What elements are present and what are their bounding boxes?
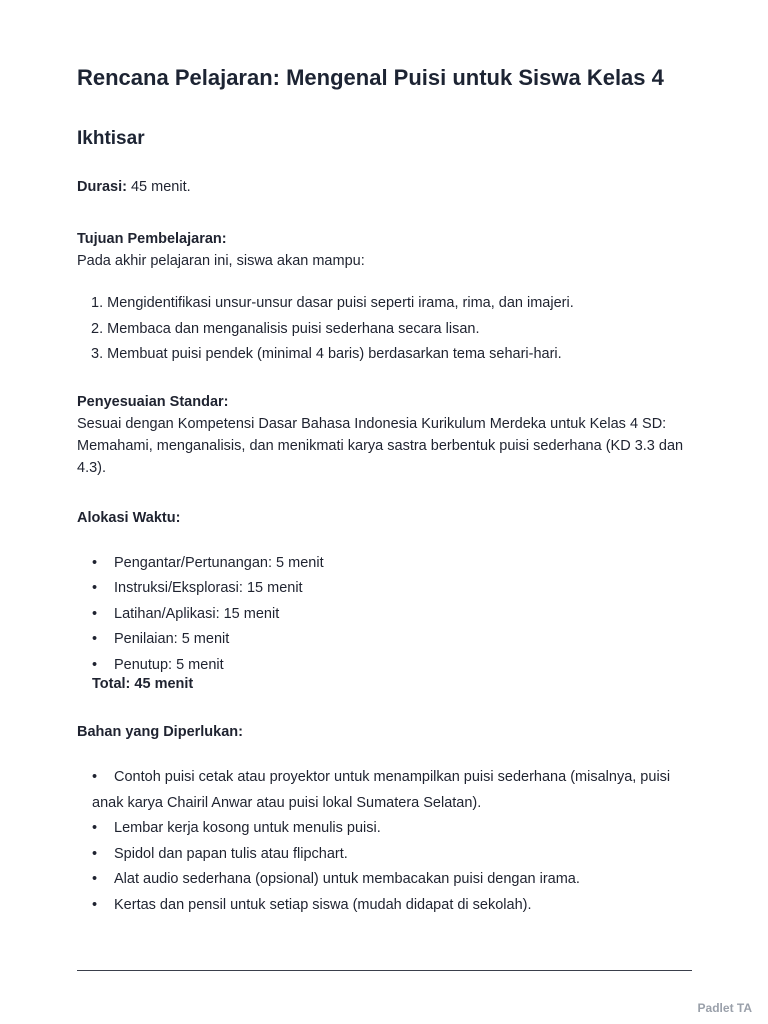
list-item: • Contoh puisi cetak atau proyektor untuk menampilkan puisi sederhana (misalnya, puisi anak karya Chairil Anwar atau puisi lokal Sumatera Selatan). [77, 765, 692, 816]
page-title: Rencana Pelajaran: Mengenal Puisi untuk Siswa Kelas 4 [77, 65, 664, 90]
objectives-section [77, 228, 692, 368]
bullet-icon: • [92, 580, 98, 596]
list-item: • Pengantar/Pertunangan: 5 menit [77, 551, 692, 577]
bullet-icon: • [92, 605, 98, 622]
bullet-icon: • [92, 845, 98, 862]
list-item: • Kertas dan pensil untuk setiap siswa (mudah didapat di sekolah). [77, 893, 692, 919]
list-item: 3. Membuat puisi pendek (minimal 4 baris) berdasarkan tema sehari-hari. [91, 346, 562, 362]
standards-text: Sesuai dengan Kompetensi Dasar Bahasa Indonesia Kurikulum Merdeka untuk Kelas 4 SD: Memahami, menganalisis, dan menikmati karya sastra berbentuk puisi sederhana (KD 3.3 dan 4.3). [77, 415, 684, 476]
list-item: • Lembar kerja kosong untuk menulis puisi. [77, 816, 692, 842]
document-page [77, 62, 692, 918]
materials-list [77, 765, 692, 918]
bullet-icon: • [92, 896, 98, 913]
page-divider [77, 970, 692, 971]
time-total: Total: 45 menit [92, 676, 194, 692]
list-item: • Spidol dan papan tulis atau flipchart. [77, 842, 692, 868]
list-item: • Alat audio sederhana (opsional) untuk membacakan puisi dengan irama. [77, 867, 692, 893]
objectives-list [77, 291, 692, 368]
objectives-label: Tujuan Pembelajaran: [77, 231, 227, 247]
time-allocation-list [77, 551, 692, 679]
bullet-icon: • [92, 631, 98, 647]
objectives-intro: Pada akhir pelajaran ini, siswa akan mampu: [77, 253, 365, 269]
list-item: • Penilaian: 5 menit [77, 627, 692, 653]
list-item: • Penutup: 5 menit [77, 653, 692, 679]
list-item: 2. Membaca dan menganalisis puisi sederhana secara lisan. [91, 320, 480, 337]
list-item: 1. Mengidentifikasi unsur-unsur dasar puisi seperti irama, rima, dan imajeri. [91, 295, 574, 311]
standards-label: Penyesuaian Standar: [77, 393, 229, 410]
bullet-icon: • [92, 554, 98, 571]
bullet-icon: • [92, 820, 98, 836]
duration-line [77, 176, 692, 198]
time-allocation-label: Alokasi Waktu: [77, 509, 181, 526]
materials-label: Bahan yang Diperlukan: [77, 724, 243, 740]
bullet-icon: • [92, 871, 98, 887]
bullet-icon: • [92, 656, 98, 673]
time-allocation-section [77, 507, 692, 695]
materials-section [77, 721, 692, 918]
duration-label: Durasi: [77, 179, 127, 195]
standards-section [77, 391, 692, 479]
bullet-icon: • [92, 769, 98, 785]
duration-value: 45 menit. [126, 179, 191, 195]
footer-brand: Padlet TA [697, 1001, 752, 1015]
list-item: • Latihan/Aplikasi: 15 menit [77, 602, 692, 628]
overview-heading: Ikhtisar [77, 128, 145, 149]
list-item: • Instruksi/Eksplorasi: 15 menit [77, 576, 692, 602]
